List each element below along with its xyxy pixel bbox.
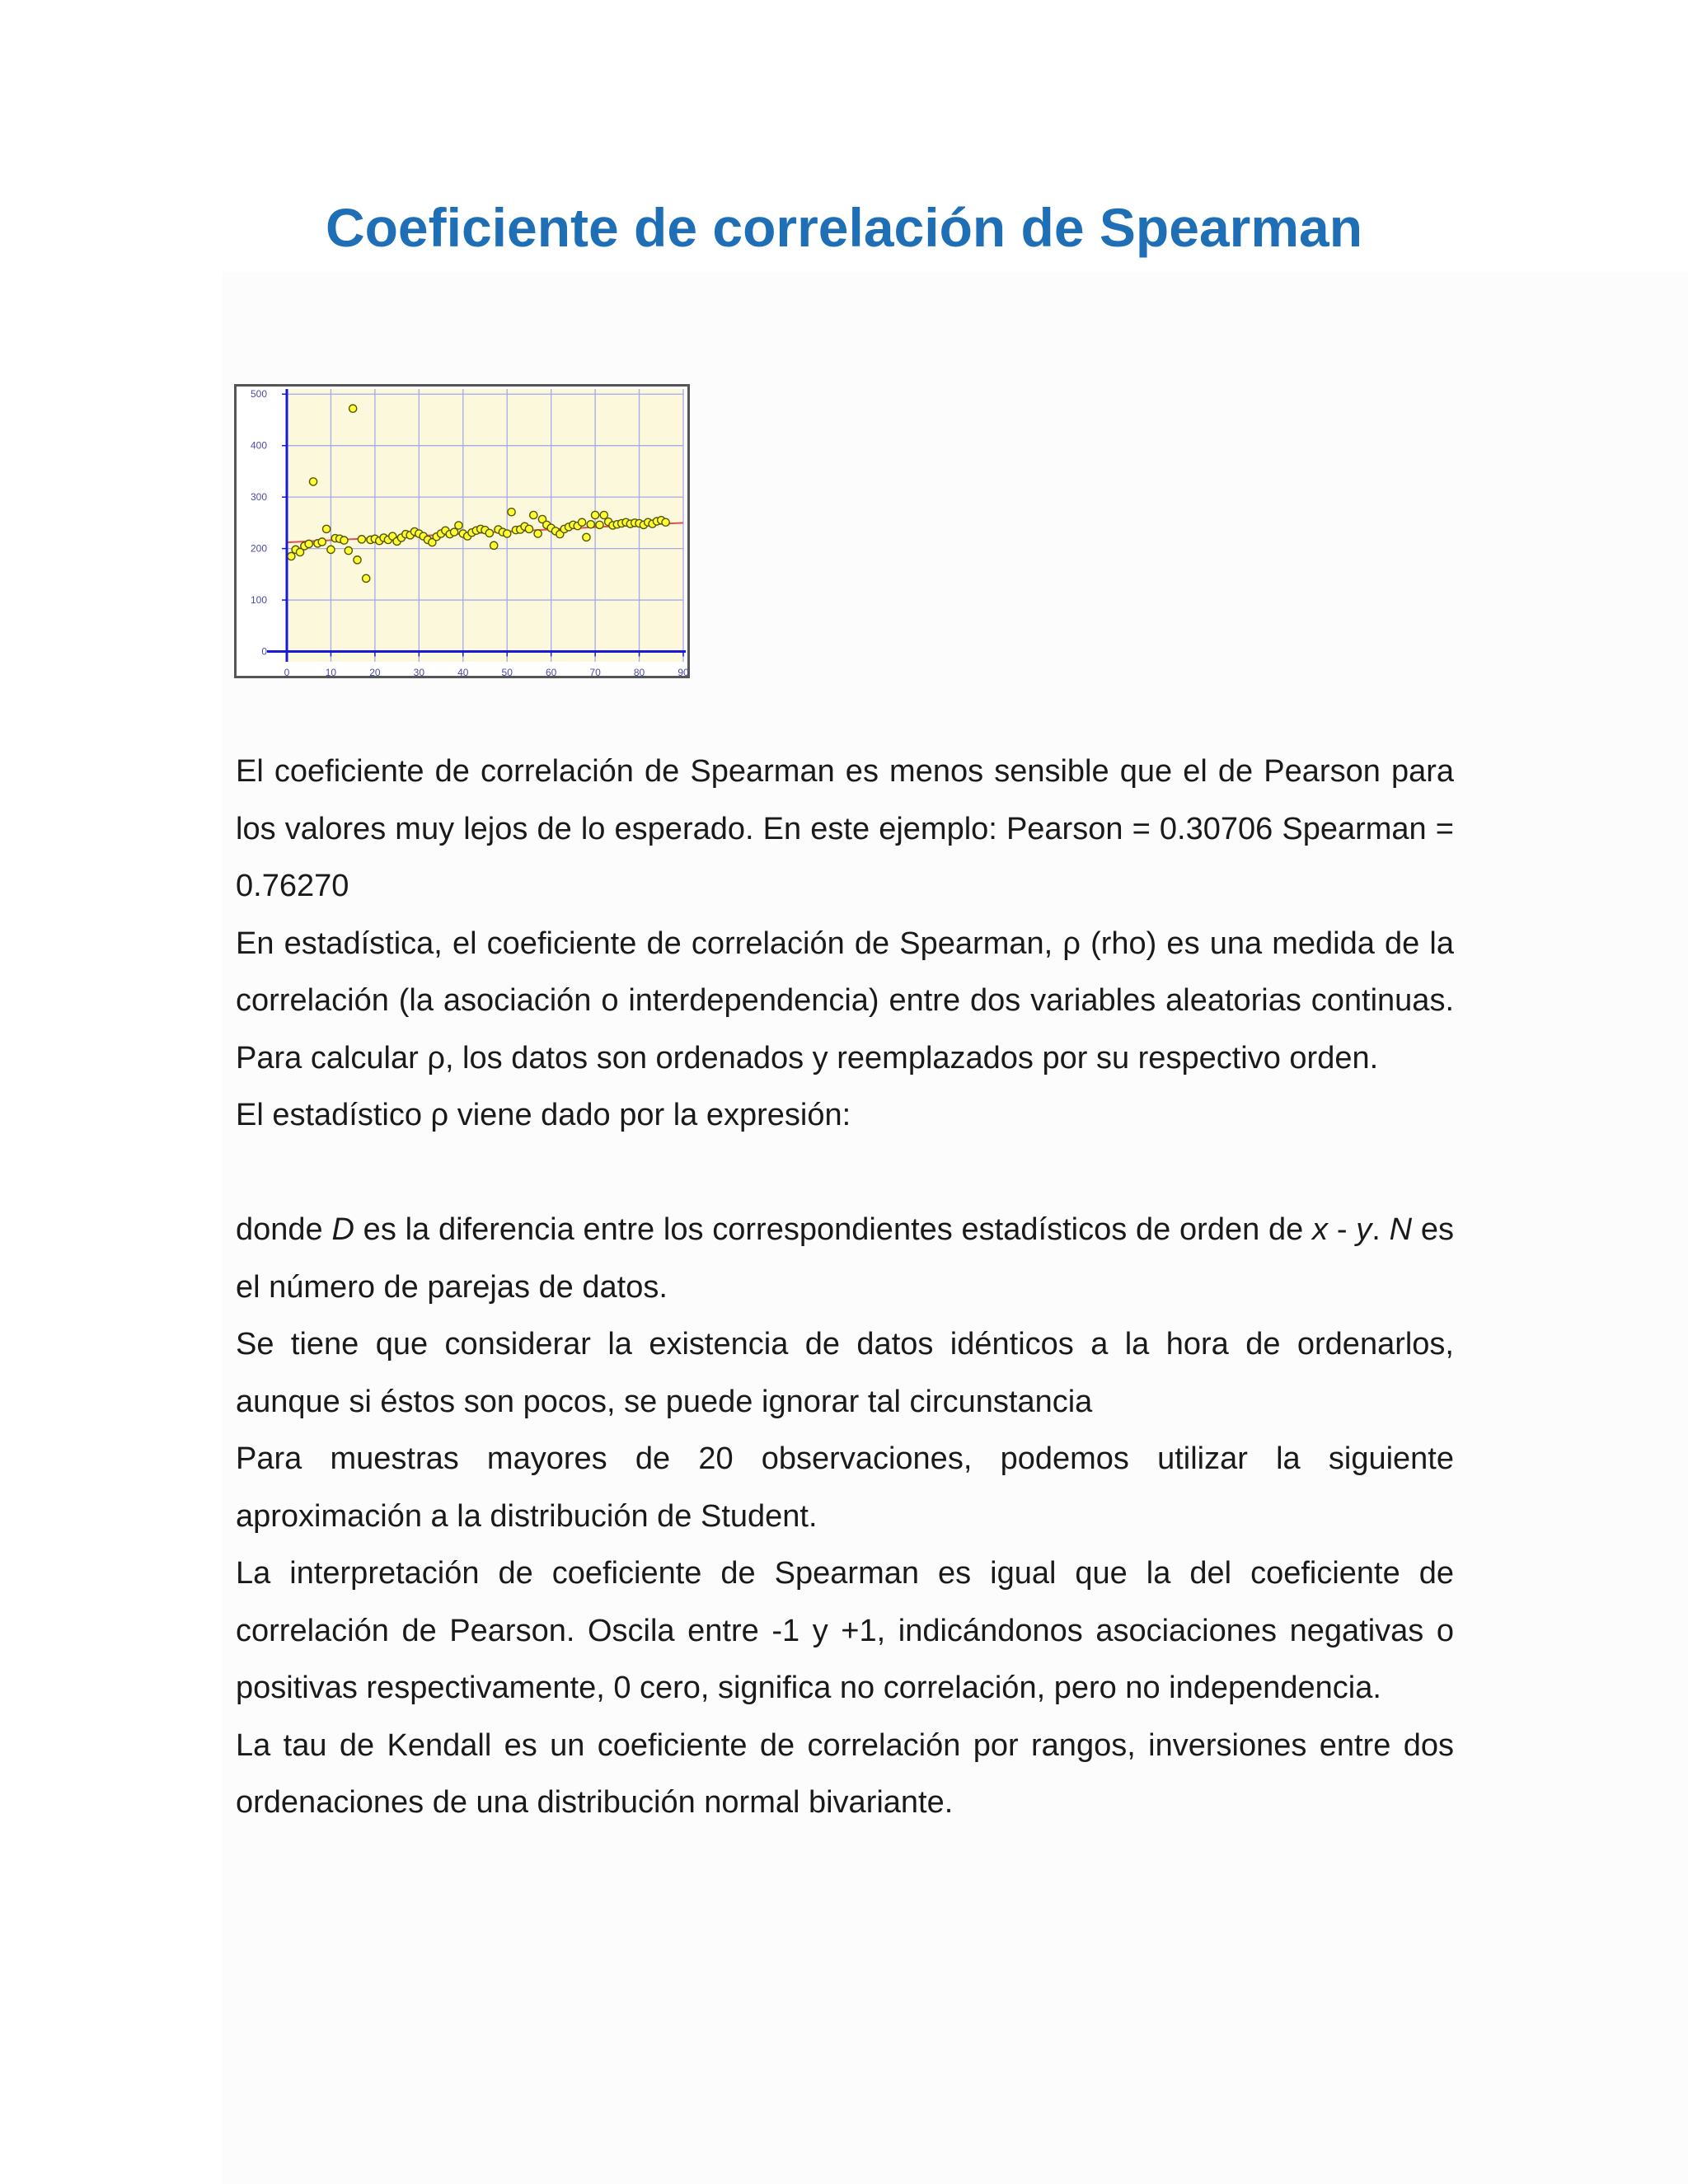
x-tick-label: 80 bbox=[633, 667, 645, 678]
data-point bbox=[309, 478, 316, 485]
scatter-chart-figure bbox=[234, 384, 690, 678]
data-point bbox=[534, 530, 542, 537]
page-title: Coeficiente de correlación de Spearman bbox=[325, 197, 1363, 258]
data-point bbox=[508, 509, 515, 516]
data-point bbox=[455, 522, 462, 529]
x-tick-label: 30 bbox=[413, 667, 425, 678]
x-tick-label: 90 bbox=[678, 667, 689, 678]
data-point bbox=[578, 518, 585, 526]
paragraph-kendall: La tau de Kendall es un coeficiente de correlación por rangos, inversiones entre dos ordenaciones de una distribución normal bivariante. bbox=[236, 1727, 1454, 1820]
x-tick-label: 0 bbox=[284, 667, 290, 678]
paragraph-ties: Se tiene que considerar la existencia de datos idénticos a la hora de ordenarlos, aunque si éstos son pocos, se puede ignorar tal circunstancia bbox=[236, 1327, 1454, 1419]
data-point bbox=[450, 528, 457, 536]
data-point bbox=[583, 533, 590, 541]
x-tick-label: 20 bbox=[369, 667, 381, 678]
data-point bbox=[305, 540, 312, 547]
paragraph-interpretation: La interpretación de coeficiente de Spearman es igual que la del coeficiente de correlación de Pearson. Oscila entre -1 y +1, indicándonos asociaciones negativas o positivas respectivamente, 0 cero, significa no correlación, pero no independencia. bbox=[236, 1556, 1454, 1705]
data-point bbox=[327, 546, 335, 553]
data-point bbox=[596, 521, 603, 528]
data-point bbox=[485, 529, 493, 537]
body-text bbox=[236, 743, 1454, 1832]
data-point bbox=[530, 511, 537, 518]
x-tick-label: 60 bbox=[545, 667, 557, 678]
x-tick-label: 10 bbox=[325, 667, 337, 678]
data-point bbox=[504, 530, 511, 537]
variable-n: N bbox=[1389, 1212, 1413, 1247]
paragraph-variables: donde D es la diferencia entre los correspondientes estadísticos de orden de x - y. N es el número de parejas de datos. bbox=[236, 1212, 1454, 1305]
variable-x: x bbox=[1312, 1212, 1329, 1247]
paragraph-expression: El estadístico ρ viene dado por la expresión: bbox=[236, 1098, 851, 1132]
data-point bbox=[354, 556, 361, 564]
data-point bbox=[349, 405, 357, 412]
data-point bbox=[288, 552, 295, 560]
x-tick-label: 50 bbox=[501, 667, 513, 678]
data-point bbox=[662, 518, 669, 526]
data-point bbox=[323, 525, 331, 532]
y-tick-label: 0 bbox=[261, 645, 267, 658]
data-point bbox=[345, 547, 352, 555]
paragraph-student: Para muestras mayores de 20 observaciones, podemos utilizar la siguiente aproximación a la distribución de Student. bbox=[236, 1441, 1454, 1534]
y-tick-label: 400 bbox=[250, 439, 267, 452]
data-point bbox=[490, 541, 498, 549]
paragraph-definition: En estadística, el coeficiente de correlación de Spearman, ρ (rho) es una medida de la correlación (la asociación o interdependencia) entre dos variables aleatorias continuas. Para calcular ρ, los datos son ordenados y reemplazados por su respectivo orden. bbox=[236, 926, 1454, 1076]
y-tick-label: 300 bbox=[250, 491, 267, 504]
variable-y: y bbox=[1356, 1212, 1372, 1247]
y-tick-label: 500 bbox=[250, 388, 267, 401]
formula-space bbox=[236, 1145, 1454, 1202]
data-point bbox=[340, 537, 348, 544]
paragraph-intro: El coeficiente de correlación de Spearman es menos sensible que el de Pearson para los valores muy lejos de lo esperado. En este ejemplo: Pearson = 0.30706 Spearman = 0.76270 bbox=[236, 754, 1454, 903]
data-point bbox=[600, 511, 607, 518]
variable-d: D bbox=[331, 1212, 354, 1247]
y-tick-label: 200 bbox=[250, 542, 267, 555]
scatter-chart bbox=[234, 384, 690, 678]
x-tick-label: 70 bbox=[589, 667, 601, 678]
x-tick-label: 40 bbox=[457, 667, 469, 678]
data-point bbox=[363, 574, 370, 582]
data-point bbox=[587, 521, 594, 528]
data-point bbox=[592, 511, 599, 518]
y-tick-label: 100 bbox=[250, 594, 267, 607]
data-point bbox=[358, 536, 365, 543]
data-point bbox=[318, 538, 326, 546]
data-point bbox=[525, 525, 532, 532]
